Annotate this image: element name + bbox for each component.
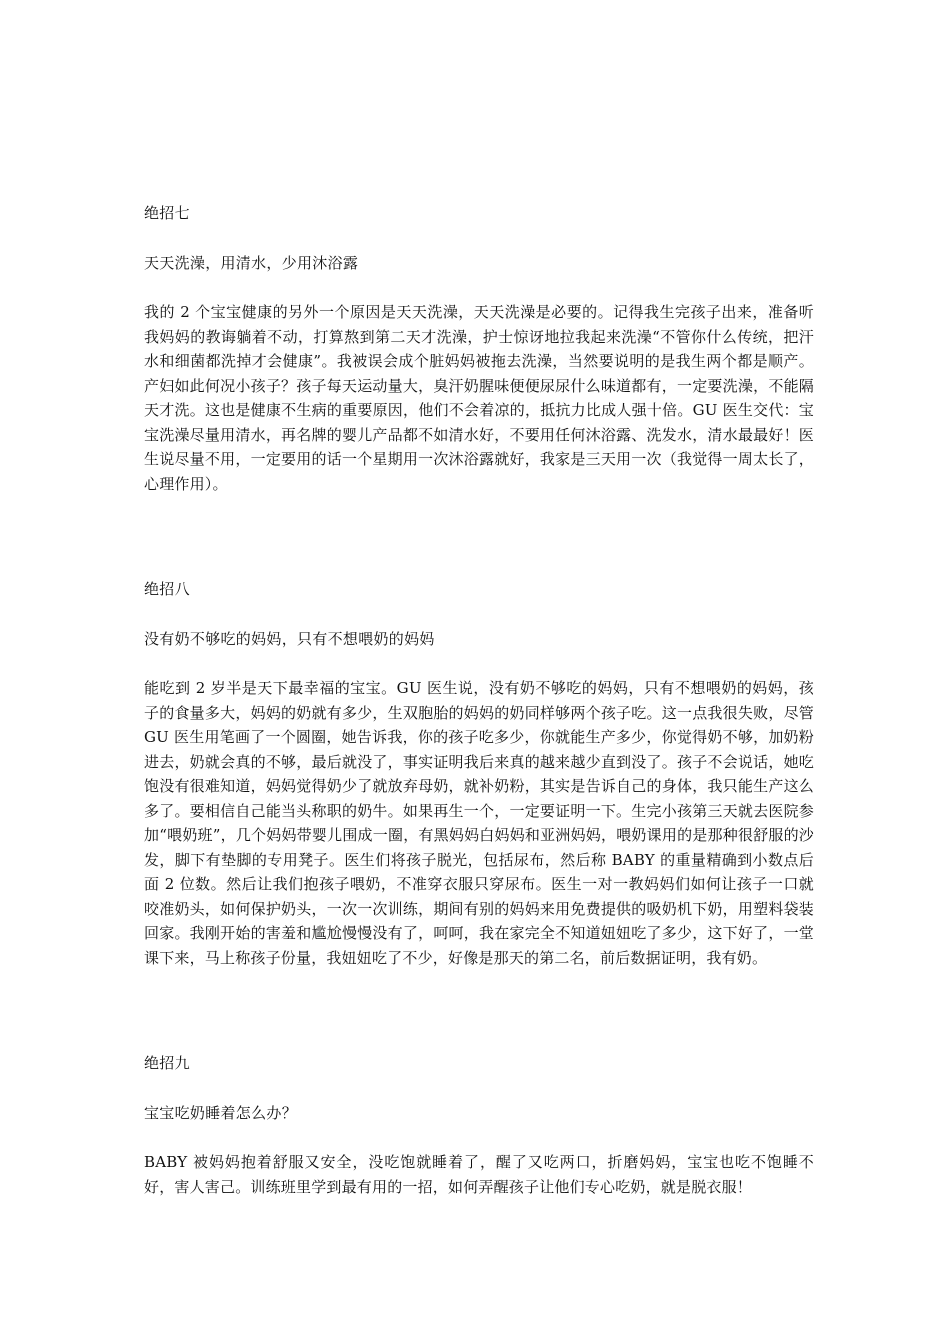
section-subtitle: 没有奶不够吃的妈妈，只有不想喂奶的妈妈 <box>144 630 435 648</box>
section-body: 我的 2 个宝宝健康的另外一个原因是天天洗澡，天天洗澡是必要的。记得我生完孩子出来，准备听我妈妈的教诲躺着不动，打算熬到第二天才洗澡，护士惊讶地拉我起来洗澡“不管你什么传统，把汗水和细菌都洗掉才会健康”。我被误会成个脏妈妈被拖去洗澡，当然要说明的是我生两个都是顺产。产妇如此何况小孩子？孩子每天运动量大，臭汗奶腥味便便尿尿什么味道都有，一定要洗澡，不能隔天才洗。这也是健康不生病的重要原因，他们不会着凉的，抵抗力比成人强十倍。GU 医生交代：宝宝洗澡尽量用清水，再名牌的婴儿产品都不如清水好，不要用任何沐浴露、洗发水，清水最最好！医生说尽量不用，一定要用的话一个星期用一次沐浴露就好，我家是三天用一次（我觉得一周太长了，心理作用）。 <box>144 303 814 493</box>
document-content <box>144 200 814 1199</box>
section-tip-9 <box>144 1050 814 1199</box>
section-heading: 绝招九 <box>144 1054 190 1072</box>
section-tip-8 <box>144 576 814 970</box>
section-heading: 绝招七 <box>144 204 190 222</box>
section-tip-7 <box>144 200 814 496</box>
section-heading: 绝招八 <box>144 580 190 598</box>
section-subtitle: 天天洗澡，用清水，少用沐浴露 <box>144 254 359 272</box>
section-body: 能吃到 2 岁半是天下最幸福的宝宝。GU 医生说，没有奶不够吃的妈妈，只有不想喂奶的妈妈，孩子的食量多大，妈妈的奶就有多少，生双胞胎的妈妈的奶同样够两个孩子吃。这一点我很失败，尽管 GU 医生用笔画了一个圆圈，她告诉我，你的孩子吃多少，你就能生产多少，你觉得奶不够，加奶粉进去，奶就会真的不够，最后就没了，事实证明我后来真的越来越少直到没了。孩子不会说话，她吃饱没有很难知道，妈妈觉得奶少了就放弃母奶，就补奶粉，其实是告诉自己的身体，我只能生产这么多了。要相信自己能当头称职的奶牛。如果再生一个，一定要证明一下。生完小孩第三天就去医院参加“喂奶班”，几个妈妈带婴儿围成一圈，有黑妈妈白妈妈和亚洲妈妈，喂奶课用的是那种很舒服的沙发，脚下有垫脚的专用凳子。医生们将孩子脱光，包括尿布，然后称 BABY 的重量精确到小数点后面 2 位数。然后让我们抱孩子喂奶，不准穿衣服只穿尿布。医生一对一教妈妈们如何让孩子一口就咬准奶头，如何保护奶头，一次一次训练，期间有别的妈妈来用免费提供的吸奶机下奶，用塑料袋装回家。我刚开始的害羞和尴尬慢慢没有了，呵呵，我在家完全不知道妞妞吃了多少，这下好了，一堂课下来，马上称孩子份量，我妞妞吃了不少，好像是那天的第二名，前后数据证明，我有奶。 <box>144 679 814 967</box>
section-body: BABY 被妈妈抱着舒服又安全，没吃饱就睡着了，醒了又吃两口，折磨妈妈，宝宝也吃不饱睡不好，害人害己。训练班里学到最有用的一招，如何弄醒孩子让他们专心吃奶，就是脱衣服！ <box>144 1153 814 1196</box>
section-subtitle: 宝宝吃奶睡着怎么办？ <box>144 1104 298 1122</box>
